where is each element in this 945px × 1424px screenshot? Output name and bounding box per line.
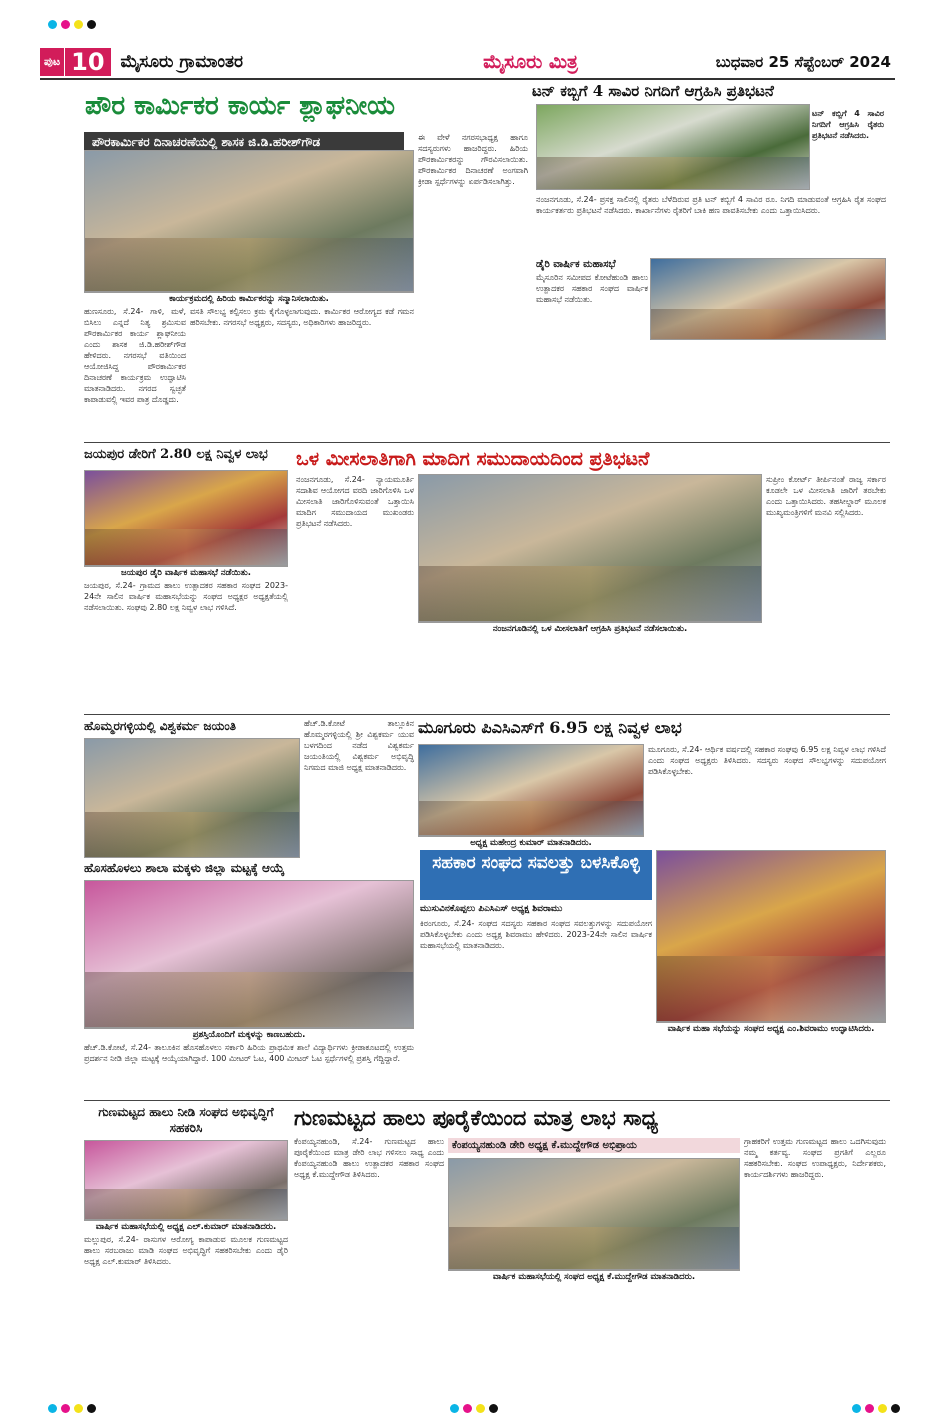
story10-caption: ವಾರ್ಷಿಕ ಮಹಾಸಭೆಯಲ್ಲಿ ಅಧ್ಯಕ್ಷ ಎಲ್.ಕುಮಾರ್ ಮಾತನಾಡಿದರು. — [84, 1220, 288, 1233]
cyan-dot — [852, 1404, 861, 1413]
story11-caption: ವಾರ್ಷಿಕ ಮಹಾಸಭೆಯಲ್ಲಿ ಸಂಘದ ಅಧ್ಯಕ್ಷ ಕೆ.ಮುದ್ದೇಗೌಡ ಮಾತನಾಡಿದರು. — [448, 1270, 740, 1283]
story4-caption: ಜಯಪುರ ಡೈರಿ ವಾರ್ಷಿಕ ಮಹಾಸಭೆ ನಡೆಯಿತು. — [84, 566, 288, 579]
newspaper-brand: ಮೈಸೂರು ಮಿತ್ರ — [483, 51, 578, 73]
story3-body: ಮೈಸೂರಿನ ಸಮೀಪದ ಕೋಟೆಹುಂಡಿ ಹಾಲು ಉತ್ಪಾದಕರ ಸಹಕಾರ ಸಂಘದ ವಾರ್ಷಿಕ ಮಹಾಸಭೆ ನಡೆಯಿತು. — [536, 273, 648, 304]
story3-photo — [650, 258, 886, 340]
story7-caption: ಅಧ್ಯಕ್ಷ ಮಹೇಂದ್ರ ಕುಮಾರ್ ಮಾತನಾಡಿದರು. — [418, 836, 644, 849]
registration-marks-bottom-left — [48, 1404, 96, 1413]
story9-photo — [656, 850, 886, 1022]
magenta-dot — [865, 1404, 874, 1413]
story2-photo — [536, 104, 810, 190]
story1-body-mid: ವಸತಿ ಸೌಲಭ್ಯ ಕಲ್ಪಿಸಲು ಕ್ರಮ ಕೈಗೊಳ್ಳಲಾಗುವುದು. ಕಾರ್ಮಿಕರ ಆರೋಗ್ಯದ ಕಡೆ ಗಮನ ಹರಿಸಬೇಕು. ನಗರಸಭೆ ಅಧ್ಯಕ್ಷರು, ಸದಸ್ಯರು, ಅಧಿಕಾರಿಗಳು ಹಾಜರಿದ್ದರು. — [190, 307, 414, 327]
black-dot — [87, 1404, 96, 1413]
story6-photo — [84, 738, 300, 858]
story10-photo — [84, 1140, 288, 1220]
story4-headline: ಜಯಪುರ ಡೇರಿಗೆ 2.80 ಲಕ್ಷ ನಿವ್ವಳ ಲಾಭ — [84, 447, 268, 462]
story11-body-left: ಕೆಂಪಯ್ಯನಹುಂಡಿ, ಸೆ.24- ಗುಣಮಟ್ಟದ ಹಾಲು ಪೂರೈಕೆಯಿಂದ ಮಾತ್ರ ಡೇರಿ ಲಾಭ ಗಳಿಸಲು ಸಾಧ್ಯ ಎಂದು ಕೆಂಪಯ್ಯನಹುಂಡಿ ಹಾಲು ಉತ್ಪಾದಕರ ಸಹಕಾರ ಸಂಘದ ಅಧ್ಯಕ್ಷ ಕೆ.ಮುದ್ದೇಗೌಡ ತಿಳಿಸಿದರು. — [294, 1137, 444, 1179]
story3-headline: ಡೈರಿ ವಾರ್ಷಿಕ ಮಹಾಸಭೆ — [536, 259, 616, 270]
story2-headline: ಟನ್ ಕಬ್ಬಿಗೆ 4 ಸಾವಿರ ನಿಗದಿಗೆ ಆಗ್ರಹಿಸಿ ಪ್ರತಿಭಟನೆ — [532, 82, 774, 100]
story11-body-right: ಗ್ರಾಹಕರಿಗೆ ಉತ್ತಮ ಗುಣಮಟ್ಟದ ಹಾಲು ಒದಗಿಸುವುದು ನಮ್ಮ ಕರ್ತವ್ಯ. ಸಂಘದ ಪ್ರಗತಿಗೆ ಎಲ್ಲರೂ ಸಹಕರಿಸಬೇಕು. ಸಂಘದ ಉಪಾಧ್ಯಕ್ಷರು, ನಿರ್ದೇಶಕರು, ಕಾರ್ಯದರ್ಶಿಗಳು ಹಾಜರಿದ್ದರು. — [744, 1137, 886, 1179]
cyan-dot — [48, 1404, 57, 1413]
story6-body: ಹೆಚ್.ಡಿ.ಕೋಟೆ ತಾಲ್ಲೂಕಿನ ಹೊಮ್ಮರಗಳ್ಳಿಯಲ್ಲಿ ಶ್ರೀ ವಿಶ್ವಕರ್ಮ ಯುವ ಬಳಗದಿಂದ ನಡೆದ ವಿಶ್ವಕರ್ಮ ಜಯಂತಿಯಲ್ಲಿ ವಿಶ್ವಕರ್ಮ ಅಭಿವೃದ್ಧಿ ನಿಗಮದ ಮಾಜಿ ಅಧ್ಯಕ್ಷ ಮಾತನಾಡಿದರು. — [304, 719, 414, 772]
yellow-dot — [74, 20, 83, 29]
story5-headline: ಒಳ ಮೀಸಲಾತಿಗಾಗಿ ಮಾದಿಗ ಸಮುದಾಯದಿಂದ ಪ್ರತಿಭಟನೆ — [296, 448, 650, 470]
registration-marks-top — [48, 20, 96, 29]
cyan-dot — [48, 20, 57, 29]
registration-marks-bottom-center — [450, 1404, 498, 1413]
page-label: ಪುಟ — [40, 48, 64, 76]
story2-body: ನಂಜನಗೂಡು, ಸೆ.24- ಪ್ರಸಕ್ತ ಸಾಲಿನಲ್ಲಿ ರೈತರು ಬೆಳೆದಿರುವ ಪ್ರತಿ ಟನ್ ಕಬ್ಬಿಗೆ 4 ಸಾವಿರ ರೂ. ನಿಗದಿ ಮಾಡುವಂತೆ ಆಗ್ರಹಿಸಿ ರೈತ ಸಂಘದ ಕಾರ್ಯಕರ್ತರು ಪ್ರತಿಭಟನೆ ನಡೆಸಿದರು. ಕಾರ್ಖಾನೆಗಳು ರೈತರಿಗೆ ಬಾಕಿ ಹಣ ಪಾವತಿಸಬೇಕು ಎಂದು ಒತ್ತಾಯಿಸಿದರು. — [536, 195, 886, 215]
black-dot — [87, 20, 96, 29]
black-dot — [489, 1404, 498, 1413]
story7-headline: ಮೂಗೂರು ಪಿಎಸಿಎಸ್‌ಗೆ 6.95 ಲಕ್ಷ ನಿವ್ವಳ ಲಾಭ — [418, 718, 682, 737]
story8-body: ಹೆಚ್.ಡಿ.ಕೋಟೆ, ಸೆ.24- ತಾಲೂಕಿನ ಹೊಸಹೊಳಲು ಸರ್ಕಾರಿ ಹಿರಿಯ ಪ್ರಾಥಮಿಕ ಶಾಲೆ ವಿದ್ಯಾರ್ಥಿಗಳು ಕ್ರೀಡಾಕೂಟದಲ್ಲಿ ಉತ್ತಮ ಪ್ರದರ್ಶನ ನೀಡಿ ಜಿಲ್ಲಾ ಮಟ್ಟಕ್ಕೆ ಆಯ್ಕೆಯಾಗಿದ್ದಾರೆ. 100 ಮೀಟರ್ ಓಟ, 400 ಮೀಟರ್ ಓಟ ಸ್ಪರ್ಧೆಗಳಲ್ಲಿ ಪ್ರಶಸ್ತಿ ಗೆದ್ದಿದ್ದಾರೆ. — [84, 1043, 414, 1063]
story8-headline: ಹೊಸಹೊಳಲು ಶಾಲಾ ಮಕ್ಕಳು ಜಿಲ್ಲಾ ಮಟ್ಟಕ್ಕೆ ಆಯ್ಕೆ — [84, 861, 285, 875]
story5-body-left: ನಂಜನಗೂಡು, ಸೆ.24- ನ್ಯಾಯಮೂರ್ತಿ ಸದಾಶಿವ ಆಯೋಗದ ವರದಿ ಜಾರಿಗೊಳಿಸಿ ಒಳ ಮೀಸಲಾತಿ ಜಾರಿಗೊಳಿಸುವಂತೆ ಒತ್ತಾಯಿಸಿ ಮಾದಿಗ ಸಮುದಾಯದ ಮುಖಂಡರು ಪ್ರತಿಭಟನೆ ನಡೆಸಿದರು. — [296, 475, 414, 528]
story1-photo — [84, 150, 414, 292]
story7-photo — [418, 744, 644, 836]
cyan-dot — [450, 1404, 459, 1413]
story2-photo-caption: ಟನ್ ಕಬ್ಬಿಗೆ 4 ಸಾವಿರ ನಿಗದಿಗೆ ಆಗ್ರಹಿಸಿ ರೈತರು ಪ್ರತಿಭಟನೆ ನಡೆಸಿದರು. — [812, 109, 884, 140]
yellow-dot — [74, 1404, 83, 1413]
story5-caption: ನಂಜನಗೂಡಿನಲ್ಲಿ ಒಳ ಮೀಸಲಾತಿಗೆ ಆಗ್ರಹಿಸಿ ಪ್ರತಿಭಟನೆ ನಡೆಸಲಾಯಿತು. — [418, 622, 762, 635]
story11-photo — [448, 1158, 740, 1270]
story9-subhead: ಮುಸುವಿನಕೊಪ್ಪಲು ಪಿಎಸಿಎಸ್ ಅಧ್ಯಕ್ಷ ಶಿವರಾಮು — [420, 904, 563, 914]
story10-body: ಮಲ್ಲುಪುರ, ಸೆ.24- ರಾಸುಗಳ ಆರೋಗ್ಯ ಕಾಪಾಡುವ ಮೂಲಕ ಗುಣಮಟ್ಟದ ಹಾಲು ಸರಬರಾಜು ಮಾಡಿ ಸಂಘದ ಅಭಿವೃದ್ಧಿಗೆ ಸಹಕರಿಸಬೇಕು ಎಂದು ಡೈರಿ ಅಧ್ಯಕ್ಷ ಎಲ್.ಕುಮಾರ್ ತಿಳಿಸಿದರು. — [84, 1235, 288, 1266]
story1-subhead: ಪೌರಕಾರ್ಮಿಕರ ದಿನಾಚರಣೆಯಲ್ಲಿ ಶಾಸಕ ಜಿ.ಡಿ.ಹರೀಶ್‌ಗೌಡ — [84, 132, 404, 153]
story5-body-right: ಸುಪ್ರೀಂ ಕೋರ್ಟ್ ತೀರ್ಪಿನಂತೆ ರಾಜ್ಯ ಸರ್ಕಾರ ಕೂಡಲೇ ಒಳ ಮೀಸಲಾತಿ ಜಾರಿಗೆ ತರಬೇಕು ಎಂದು ಒತ್ತಾಯಿಸಿದರು. ತಹಸೀಲ್ದಾರ್ ಮೂಲಕ ಮುಖ್ಯಮಂತ್ರಿಗಳಿಗೆ ಮನವಿ ಸಲ್ಲಿಸಿದರು. — [766, 475, 886, 517]
black-dot — [891, 1404, 900, 1413]
divider-1 — [84, 442, 890, 443]
story6-headline: ಹೊಮ್ಮರಗಳ್ಳಿಯಲ್ಲಿ ವಿಶ್ವಕರ್ಮ ಜಯಂತಿ — [84, 719, 236, 733]
story5-photo — [418, 474, 762, 622]
page-number: 10 — [64, 48, 110, 76]
section-name: ಮೈಸೂರು ಗ್ರಾಮಾಂತರ — [120, 52, 244, 72]
registration-marks-bottom-right — [852, 1404, 900, 1413]
story9-box-title: ಸಹಕಾರ ಸಂಘದ ಸವಲತ್ತು ಬಳಸಿಕೊಳ್ಳಿ — [420, 850, 652, 900]
story1-body-left: ಹುಣಸೂರು, ಸೆ.24- ಗಾಳಿ, ಮಳೆ, ಬಿಸಿಲು ಎನ್ನದೆ ನಿತ್ಯ ಶ್ರಮಿಸುವ ಪೌರಕಾರ್ಮಿಕರ ಕಾರ್ಯ ಶ್ಲಾಘನೀಯ ಎಂದು ಶಾಸಕ ಜಿ.ಡಿ.ಹರೀಶ್‌ಗೌಡ ಹೇಳಿದರು. ನಗರಸಭೆ ವತಿಯಿಂದ ಆಯೋಜಿಸಿದ್ದ ಪೌರಕಾರ್ಮಿಕರ ದಿನಾಚರಣೆ ಕಾರ್ಯಕ್ರಮ ಉದ್ಘಾಟಿಸಿ ಮಾತನಾಡಿದರು. ನಗರದ ಸ್ವಚ್ಛತೆ ಕಾಪಾಡುವಲ್ಲಿ ಇವರ ಪಾತ್ರ ದೊಡ್ಡದು. — [84, 307, 186, 404]
story8-photo — [84, 880, 414, 1028]
magenta-dot — [61, 1404, 70, 1413]
story10-headline: ಗುಣಮಟ್ಟದ ಹಾಲು ನೀಡಿ ಸಂಘದ ಅಭಿವೃದ್ಧಿಗೆ ಸಹಕರಿಸಿ — [98, 1105, 274, 1135]
issue-date: ಬುಧವಾರ 25 ಸೆಪ್ಟೆಂಬರ್ 2024 — [715, 53, 891, 71]
story1-body-right: ಈ ವೇಳೆ ನಗರಸಭಾಧ್ಯಕ್ಷ ಹಾಗೂ ಸದಸ್ಯರುಗಳು ಹಾಜರಿದ್ದರು. ಹಿರಿಯ ಪೌರಕಾರ್ಮಿಕರನ್ನು ಗೌರವಿಸಲಾಯಿತು. ಪೌರಕಾರ್ಮಿಕರ ದಿನಾಚರಣೆ ಅಂಗವಾಗಿ ಕ್ರೀಡಾ ಸ್ಪರ್ಧೆಗಳನ್ನು ಏರ್ಪಡಿಸಲಾಗಿತ್ತು. — [418, 133, 528, 186]
story4-body: ಜಯಪುರ, ಸೆ.24- ಗ್ರಾಮದ ಹಾಲು ಉತ್ಪಾದಕರ ಸಹಕಾರ ಸಂಘದ 2023-24ನೇ ಸಾಲಿನ ವಾರ್ಷಿಕ ಮಹಾಸಭೆಯನ್ನು ಸಂಘದ ಅಧ್ಯಕ್ಷರ ಅಧ್ಯಕ್ಷತೆಯಲ್ಲಿ ನಡೆಸಲಾಯಿತು. ಸಂಘವು 2.80 ಲಕ್ಷ ನಿವ್ವಳ ಲಾಭ ಗಳಿಸಿದೆ. — [84, 581, 288, 612]
magenta-dot — [463, 1404, 472, 1413]
story7-body: ಮೂಗೂರು, ಸೆ.24- ಆರ್ಥಿಕ ವರ್ಷದಲ್ಲಿ ಸಹಕಾರ ಸಂಘವು 6.95 ಲಕ್ಷ ನಿವ್ವಳ ಲಾಭ ಗಳಿಸಿದೆ ಎಂದು ಸಂಘದ ಅಧ್ಯಕ್ಷರು ತಿಳಿಸಿದರು. ಸದಸ್ಯರು ಸಂಘದ ಸೌಲಭ್ಯಗಳನ್ನು ಸದುಪಯೋಗ ಪಡಿಸಿಕೊಳ್ಳಬೇಕು. — [648, 745, 886, 776]
story8-caption: ಪ್ರಶಸ್ತಿಯೊಂದಿಗೆ ಮಕ್ಕಳನ್ನು ಕಾಣಬಹುದು. — [84, 1028, 414, 1041]
story11-subhead: ಕೆಂಪಯ್ಯನಹುಂಡಿ ಡೇರಿ ಅಧ್ಯಕ್ಷ ಕೆ.ಮುದ್ದೇಗೌಡ ಅಭಿಪ್ರಾಯ — [448, 1138, 740, 1153]
magenta-dot — [61, 20, 70, 29]
story4-photo — [84, 470, 288, 566]
story11-headline: ಗುಣಮಟ್ಟದ ಹಾಲು ಪೂರೈಕೆಯಿಂದ ಮಾತ್ರ ಲಾಭ ಸಾಧ್ಯ — [294, 1105, 659, 1130]
yellow-dot — [476, 1404, 485, 1413]
story1-caption: ಕಾರ್ಯಕ್ರಮದಲ್ಲಿ ಹಿರಿಯ ಕಾರ್ಮಿಕರನ್ನು ಸನ್ಮಾನಿಸಲಾಯಿತು. — [84, 292, 414, 305]
divider-2 — [84, 714, 890, 715]
story1-headline: ಪೌರ ಕಾರ್ಮಿಕರ ಕಾರ್ಯ ಶ್ಲಾಘನೀಯ — [85, 91, 395, 121]
story9-caption: ವಾರ್ಷಿಕ ಮಹಾ ಸಭೆಯನ್ನು ಸಂಘದ ಅಧ್ಯಕ್ಷ ಎಂ.ಶಿವರಾಮು ಉದ್ಘಾಟಿಸಿದರು. — [656, 1022, 886, 1035]
yellow-dot — [878, 1404, 887, 1413]
story9-body: ಕಿರಂಗೂರು, ಸೆ.24- ಸಂಘದ ಸದಸ್ಯರು ಸಹಕಾರ ಸಂಘದ ಸವಲತ್ತುಗಳನ್ನು ಸದುಪಯೋಗ ಪಡಿಸಿಕೊಳ್ಳಬೇಕು ಎಂದು ಅಧ್ಯಕ್ಷ ಶಿವರಾಮು ಹೇಳಿದರು. 2023-24ನೇ ಸಾಲಿನ ವಾರ್ಷಿಕ ಮಹಾಸಭೆಯಲ್ಲಿ ಮಾತನಾಡಿದರು. — [420, 919, 652, 950]
masthead — [40, 46, 895, 80]
divider-3 — [84, 1100, 890, 1101]
